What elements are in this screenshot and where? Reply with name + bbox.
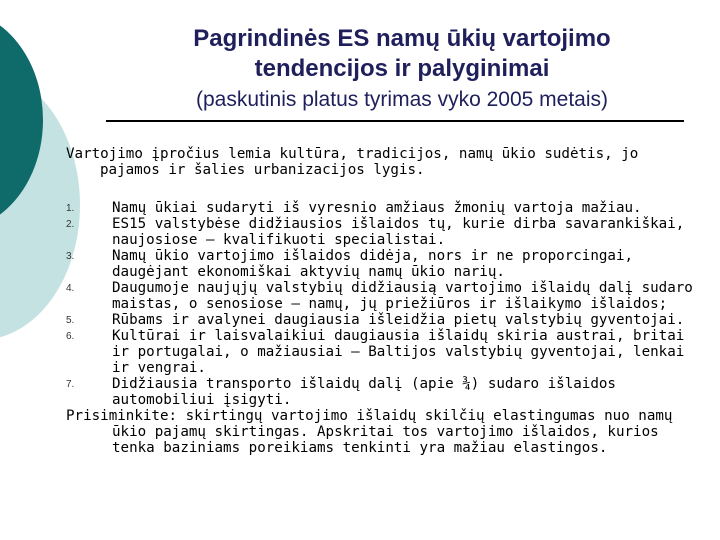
slide-content: [66, 146, 700, 456]
list-item-number: 7.: [66, 379, 75, 390]
slide-title-line-1: Pagrindinės ES namų ūkių vartojimo: [193, 25, 611, 52]
list-item-text: Rūbams ir avalynei daugiausia išleidžia pietų valstybių gyventojai.: [112, 312, 685, 328]
intro-paragraph: Vartojimo įpročius lemia kultūra, tradicijos, namų ūkio sudėtis, jo pajamos ir šalies urbanizacijos lygis.: [66, 146, 639, 178]
list-item-text: Didžiausia transporto išlaidų dalį (apie ¾) sudaro išlaidos automobiliui įsigyti.: [112, 376, 616, 408]
list-item-number: 3.: [66, 251, 75, 262]
list-item-number: 2.: [66, 219, 75, 230]
slide-title-line-2: tendencijos ir palyginimai: [254, 55, 550, 82]
list-item-text: Kultūrai ir laisvalaikiui daugiausia išlaidų skiria austrai, britai ir portugalai, o mažiausiai — Baltijos valstybių gyventojai, lenkai ir vengrai.: [112, 328, 685, 376]
list-item-number: 1.: [66, 203, 75, 214]
slide-subtitle: (paskutinis platus tyrimas vyko 2005 metais): [196, 88, 608, 111]
list-item: [66, 328, 700, 376]
note-paragraph: Prisiminkite: skirtingų vartojimo išlaidų skilčių elastingumas nuo namų ūkio pajamų skirtingas. Apskritai tos vartojimo išlaidos, kurios tenka baziniams poreikiams tenkinti yra mažiau elastingos.: [66, 408, 673, 456]
slide-title: [106, 24, 698, 84]
list-item-text: Namų ūkio vartojimo išlaidos didėja, nors ir ne proporcingai, daugėjant ekonomiškai aktyvių namų ūkio narių.: [112, 248, 634, 280]
list-item-text: Daugumoje naujųjų valstybių didžiausią vartojimo išlaidų dalį sudaro maistas, o senosiose — namų, jų priežiūros ir išlaikymo išlaidos;: [112, 280, 693, 312]
list-item-text: ES15 valstybėse didžiausios išlaidos tų, kurie dirba savarankiškai, naujosiose — kvalifikuoti specialistai.: [112, 216, 685, 248]
list-item: [66, 280, 700, 312]
trend-list: [66, 200, 700, 408]
list-item: [66, 376, 700, 408]
list-item: [66, 248, 700, 280]
list-item-number: 6.: [66, 331, 75, 342]
title-underline: [106, 120, 684, 122]
title-block: [106, 24, 698, 114]
list-item-text: Namų ūkiai sudaryti iš vyresnio amžiaus žmonių vartoja mažiau.: [112, 200, 642, 216]
list-item-number: 4.: [66, 283, 75, 294]
list-item: [66, 216, 700, 248]
list-item-number: 5.: [66, 315, 75, 326]
list-item: [66, 312, 700, 328]
list-item: [66, 200, 700, 216]
